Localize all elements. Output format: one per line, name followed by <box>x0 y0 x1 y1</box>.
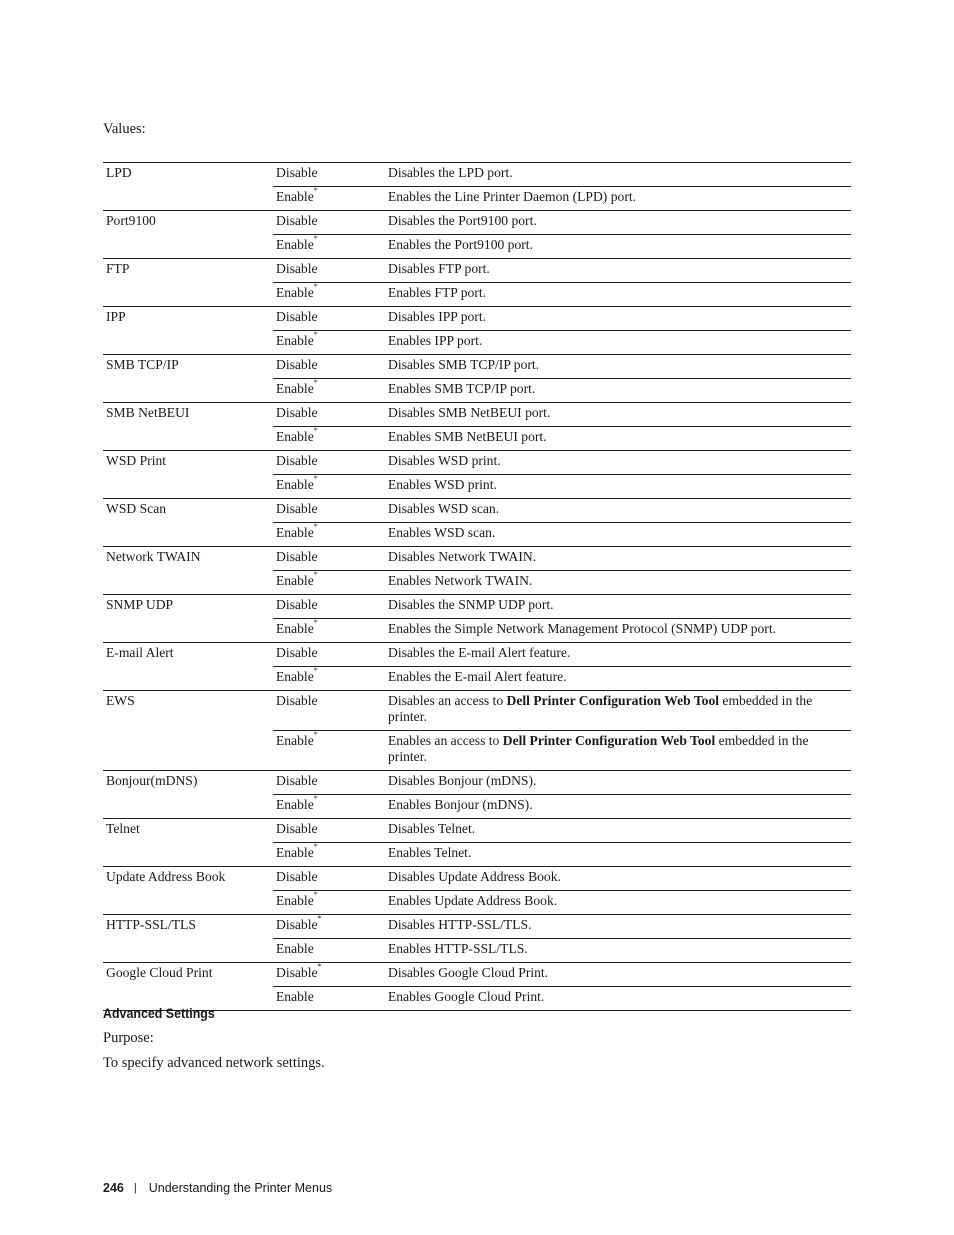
value-cell <box>273 211 385 235</box>
value-label: Enable <box>276 941 314 956</box>
description-text: Enables WSD print. <box>388 477 497 492</box>
value-cell <box>273 843 385 867</box>
value-label: Enable <box>276 189 314 204</box>
value-cell <box>273 259 385 283</box>
description-cell <box>385 963 851 987</box>
menu-item-label: LPD <box>106 165 132 180</box>
description-cell <box>385 571 851 595</box>
value-cell <box>273 819 385 843</box>
value-cell <box>273 427 385 451</box>
description-cell <box>385 211 851 235</box>
description-text: Enables SMB NetBEUI port. <box>388 429 547 444</box>
value-cell <box>273 771 385 795</box>
table-row <box>103 771 851 795</box>
menu-item-cell <box>103 163 273 187</box>
table-row <box>103 939 851 963</box>
table-row <box>103 843 851 867</box>
description-cell <box>385 771 851 795</box>
value-cell <box>273 619 385 643</box>
footer-separator: | <box>133 1182 137 1194</box>
default-marker: * <box>317 914 322 924</box>
table-row <box>103 523 851 547</box>
default-marker: * <box>313 794 318 804</box>
menu-item-cell <box>103 795 273 819</box>
description-text: Enables the E-mail Alert feature. <box>388 669 567 684</box>
description-cell <box>385 451 851 475</box>
value-label: Enable <box>276 237 314 252</box>
description-text: Disables IPP port. <box>388 309 487 324</box>
table-row <box>103 307 851 331</box>
description-text: Disables the E-mail Alert feature. <box>388 645 571 660</box>
description-text: Disables Network TWAIN. <box>388 549 537 564</box>
description-cell <box>385 595 851 619</box>
value-cell <box>273 667 385 691</box>
section-heading: Advanced Settings <box>103 1006 215 1021</box>
table-row <box>103 643 851 667</box>
value-cell <box>273 867 385 891</box>
description-cell <box>385 795 851 819</box>
description-text: Enables the Line Printer Daemon (LPD) port. <box>388 189 637 204</box>
table-row <box>103 891 851 915</box>
value-label: Enable <box>276 621 314 636</box>
value-cell <box>273 451 385 475</box>
default-marker: * <box>313 282 318 292</box>
value-cell <box>273 379 385 403</box>
value-label: Disable <box>276 357 318 372</box>
value-cell <box>273 283 385 307</box>
table-row <box>103 571 851 595</box>
default-marker: * <box>317 962 322 972</box>
default-marker: * <box>313 570 318 580</box>
menu-item-cell <box>103 939 273 963</box>
menu-item-cell <box>103 427 273 451</box>
value-cell <box>273 795 385 819</box>
description-cell <box>385 819 851 843</box>
table-row <box>103 211 851 235</box>
value-label: Enable <box>276 381 314 396</box>
value-label: Enable <box>276 477 314 492</box>
menu-item-cell <box>103 691 273 731</box>
menu-item-cell <box>103 331 273 355</box>
value-cell <box>273 235 385 259</box>
menu-item-cell <box>103 595 273 619</box>
menu-item-label: E-mail Alert <box>106 645 174 660</box>
default-marker: * <box>313 234 318 244</box>
description-text: Disables the Port9100 port. <box>388 213 537 228</box>
menu-item-cell <box>103 307 273 331</box>
value-label: Disable <box>276 917 318 932</box>
description-cell <box>385 499 851 523</box>
menu-item-label: Google Cloud Print <box>106 965 213 980</box>
value-label: Enable <box>276 333 314 348</box>
menu-item-label: WSD Scan <box>106 501 167 516</box>
menu-item-cell <box>103 771 273 795</box>
description-cell <box>385 731 851 771</box>
table-body <box>103 163 851 1011</box>
menu-item-cell <box>103 867 273 891</box>
description-cell <box>385 259 851 283</box>
description-text: Enables Update Address Book. <box>388 893 558 908</box>
value-cell <box>273 987 385 1011</box>
value-cell <box>273 939 385 963</box>
value-label: Disable <box>276 453 318 468</box>
default-marker: * <box>313 186 318 196</box>
value-label: Enable <box>276 989 314 1004</box>
description-cell <box>385 667 851 691</box>
menu-item-cell <box>103 403 273 427</box>
table-row <box>103 795 851 819</box>
menu-item-label: IPP <box>106 309 126 324</box>
table-row <box>103 259 851 283</box>
description-text: Disables SMB TCP/IP port. <box>388 357 540 372</box>
table-row <box>103 619 851 643</box>
menu-item-cell <box>103 187 273 211</box>
value-label: Disable <box>276 261 318 276</box>
table-row <box>103 283 851 307</box>
description-text: Disables FTP port. <box>388 261 490 276</box>
menu-item-label: Update Address Book <box>106 869 226 884</box>
value-cell <box>273 355 385 379</box>
menu-item-cell <box>103 355 273 379</box>
table-row <box>103 427 851 451</box>
description-cell <box>385 427 851 451</box>
value-label: Disable <box>276 597 318 612</box>
page-footer <box>103 1181 332 1195</box>
default-marker: * <box>313 426 318 436</box>
value-label: Enable <box>276 893 314 908</box>
description-cell <box>385 307 851 331</box>
value-cell <box>273 571 385 595</box>
value-cell <box>273 915 385 939</box>
value-cell <box>273 523 385 547</box>
table-row <box>103 963 851 987</box>
default-marker: * <box>313 618 318 628</box>
menu-item-label: Network TWAIN <box>106 549 201 564</box>
menu-item-label: SMB NetBEUI <box>106 405 190 420</box>
description-cell <box>385 235 851 259</box>
value-label: Enable <box>276 429 314 444</box>
table-row <box>103 379 851 403</box>
value-label: Enable <box>276 733 314 748</box>
description-cell <box>385 475 851 499</box>
value-cell <box>273 731 385 771</box>
table-row <box>103 667 851 691</box>
table-row <box>103 451 851 475</box>
value-cell <box>273 963 385 987</box>
description-text: embedded in the printer. <box>388 733 809 764</box>
value-label: Enable <box>276 573 314 588</box>
table-row <box>103 547 851 571</box>
menu-item-cell <box>103 547 273 571</box>
table-row <box>103 235 851 259</box>
description-cell <box>385 523 851 547</box>
table-row <box>103 403 851 427</box>
table-row <box>103 499 851 523</box>
table-row <box>103 987 851 1011</box>
menu-item-cell <box>103 891 273 915</box>
menu-item-cell <box>103 379 273 403</box>
description-text: Enables HTTP-SSL/TLS. <box>388 941 528 956</box>
value-cell <box>273 499 385 523</box>
value-label: Disable <box>276 309 318 324</box>
description-text: Disables the LPD port. <box>388 165 513 180</box>
default-marker: * <box>313 474 318 484</box>
value-cell <box>273 891 385 915</box>
purpose-text: To specify advanced network settings. <box>103 1055 325 1071</box>
description-text: Disables HTTP-SSL/TLS. <box>388 917 532 932</box>
value-label: Disable <box>276 693 318 708</box>
menu-item-label: Bonjour(mDNS) <box>106 773 198 788</box>
default-marker: * <box>313 666 318 676</box>
menu-item-label: HTTP-SSL/TLS <box>106 917 196 932</box>
menu-item-cell <box>103 571 273 595</box>
value-cell <box>273 475 385 499</box>
description-cell <box>385 187 851 211</box>
menu-item-cell <box>103 211 273 235</box>
table-row <box>103 331 851 355</box>
chapter-title: Understanding the Printer Menus <box>148 1181 333 1195</box>
value-cell <box>273 643 385 667</box>
table-row <box>103 355 851 379</box>
table-row <box>103 595 851 619</box>
default-marker: * <box>313 842 318 852</box>
menu-item-cell <box>103 667 273 691</box>
menu-item-cell <box>103 523 273 547</box>
description-text: Enables Bonjour (mDNS). <box>388 797 533 812</box>
description-text: Disables Bonjour (mDNS). <box>388 773 537 788</box>
value-cell <box>273 403 385 427</box>
menu-item-cell <box>103 499 273 523</box>
menu-item-cell <box>103 843 273 867</box>
description-cell <box>385 403 851 427</box>
menu-item-cell <box>103 259 273 283</box>
menu-item-cell <box>103 819 273 843</box>
menu-item-cell <box>103 619 273 643</box>
page-number: 246 <box>103 1181 124 1195</box>
description-cell <box>385 891 851 915</box>
value-cell <box>273 163 385 187</box>
description-text: Enables the Port9100 port. <box>388 237 533 252</box>
menu-item-label: WSD Print <box>106 453 167 468</box>
value-cell <box>273 331 385 355</box>
description-text: Enables Network TWAIN. <box>388 573 533 588</box>
value-label: Enable <box>276 797 314 812</box>
description-text: Enables SMB TCP/IP port. <box>388 381 536 396</box>
description-cell <box>385 547 851 571</box>
description-cell <box>385 163 851 187</box>
description-text: Disables an access to <box>388 693 507 708</box>
description-text: Disables WSD print. <box>388 453 501 468</box>
value-cell <box>273 691 385 731</box>
description-text: Enables Google Cloud Print. <box>388 989 545 1004</box>
value-label: Disable <box>276 501 318 516</box>
menu-item-cell <box>103 283 273 307</box>
description-cell <box>385 691 851 731</box>
description-text: Enables FTP port. <box>388 285 487 300</box>
description-text: Disables Google Cloud Print. <box>388 965 549 980</box>
description-text: Disables Update Address Book. <box>388 869 561 884</box>
value-cell <box>273 595 385 619</box>
menu-item-cell <box>103 451 273 475</box>
menu-item-cell <box>103 915 273 939</box>
table-row <box>103 867 851 891</box>
default-marker: * <box>313 890 318 900</box>
value-label: Disable <box>276 405 318 420</box>
default-marker: * <box>313 378 318 388</box>
description-cell <box>385 379 851 403</box>
value-cell <box>273 187 385 211</box>
menu-item-cell <box>103 963 273 987</box>
value-cell <box>273 307 385 331</box>
table-row <box>103 731 851 771</box>
description-cell <box>385 987 851 1011</box>
values-label: Values: <box>103 121 146 137</box>
table-row <box>103 187 851 211</box>
value-label: Disable <box>276 869 318 884</box>
description-text: Disables SMB NetBEUI port. <box>388 405 551 420</box>
value-label: Disable <box>276 549 318 564</box>
description-text: Disables WSD scan. <box>388 501 500 516</box>
value-label: Disable <box>276 645 318 660</box>
menu-item-label: SMB TCP/IP <box>106 357 179 372</box>
description-cell <box>385 915 851 939</box>
description-cell <box>385 331 851 355</box>
description-text: Enables an access to <box>388 733 503 748</box>
description-text: Disables Telnet. <box>388 821 476 836</box>
description-cell <box>385 619 851 643</box>
menu-item-cell <box>103 643 273 667</box>
menu-item-cell <box>103 475 273 499</box>
value-label: Enable <box>276 285 314 300</box>
value-label: Enable <box>276 525 314 540</box>
default-marker: * <box>313 330 318 340</box>
description-cell <box>385 283 851 307</box>
value-label: Enable <box>276 845 314 860</box>
description-text: Enables Telnet. <box>388 845 472 860</box>
value-label: Disable <box>276 773 318 788</box>
description-text: embedded in the printer. <box>388 693 813 724</box>
purpose-label: Purpose: <box>103 1030 154 1046</box>
menu-item-cell <box>103 731 273 771</box>
table-row <box>103 819 851 843</box>
table-row <box>103 475 851 499</box>
description-cell <box>385 843 851 867</box>
description-emphasis: Dell Printer Configuration Web Tool <box>502 733 716 748</box>
menu-item-cell <box>103 235 273 259</box>
value-label: Enable <box>276 669 314 684</box>
menu-item-label: Port9100 <box>106 213 156 228</box>
table-row <box>103 691 851 731</box>
default-marker: * <box>313 522 318 532</box>
settings-values-table <box>103 162 851 1011</box>
description-text: Disables the SNMP UDP port. <box>388 597 554 612</box>
description-cell <box>385 939 851 963</box>
description-emphasis: Dell Printer Configuration Web Tool <box>506 693 720 708</box>
table-row <box>103 915 851 939</box>
value-label: Disable <box>276 965 318 980</box>
default-marker: * <box>313 730 318 740</box>
table-row <box>103 163 851 187</box>
value-label: Disable <box>276 213 318 228</box>
menu-item-label: SNMP UDP <box>106 597 174 612</box>
description-cell <box>385 867 851 891</box>
description-text: Enables the Simple Network Management Protocol (SNMP) UDP port. <box>388 621 776 636</box>
value-label: Disable <box>276 165 318 180</box>
description-cell <box>385 643 851 667</box>
description-text: Enables WSD scan. <box>388 525 496 540</box>
menu-item-label: FTP <box>106 261 130 276</box>
menu-item-label: EWS <box>106 693 135 708</box>
value-label: Disable <box>276 821 318 836</box>
description-cell <box>385 355 851 379</box>
menu-item-label: Telnet <box>106 821 140 836</box>
description-text: Enables IPP port. <box>388 333 483 348</box>
value-cell <box>273 547 385 571</box>
